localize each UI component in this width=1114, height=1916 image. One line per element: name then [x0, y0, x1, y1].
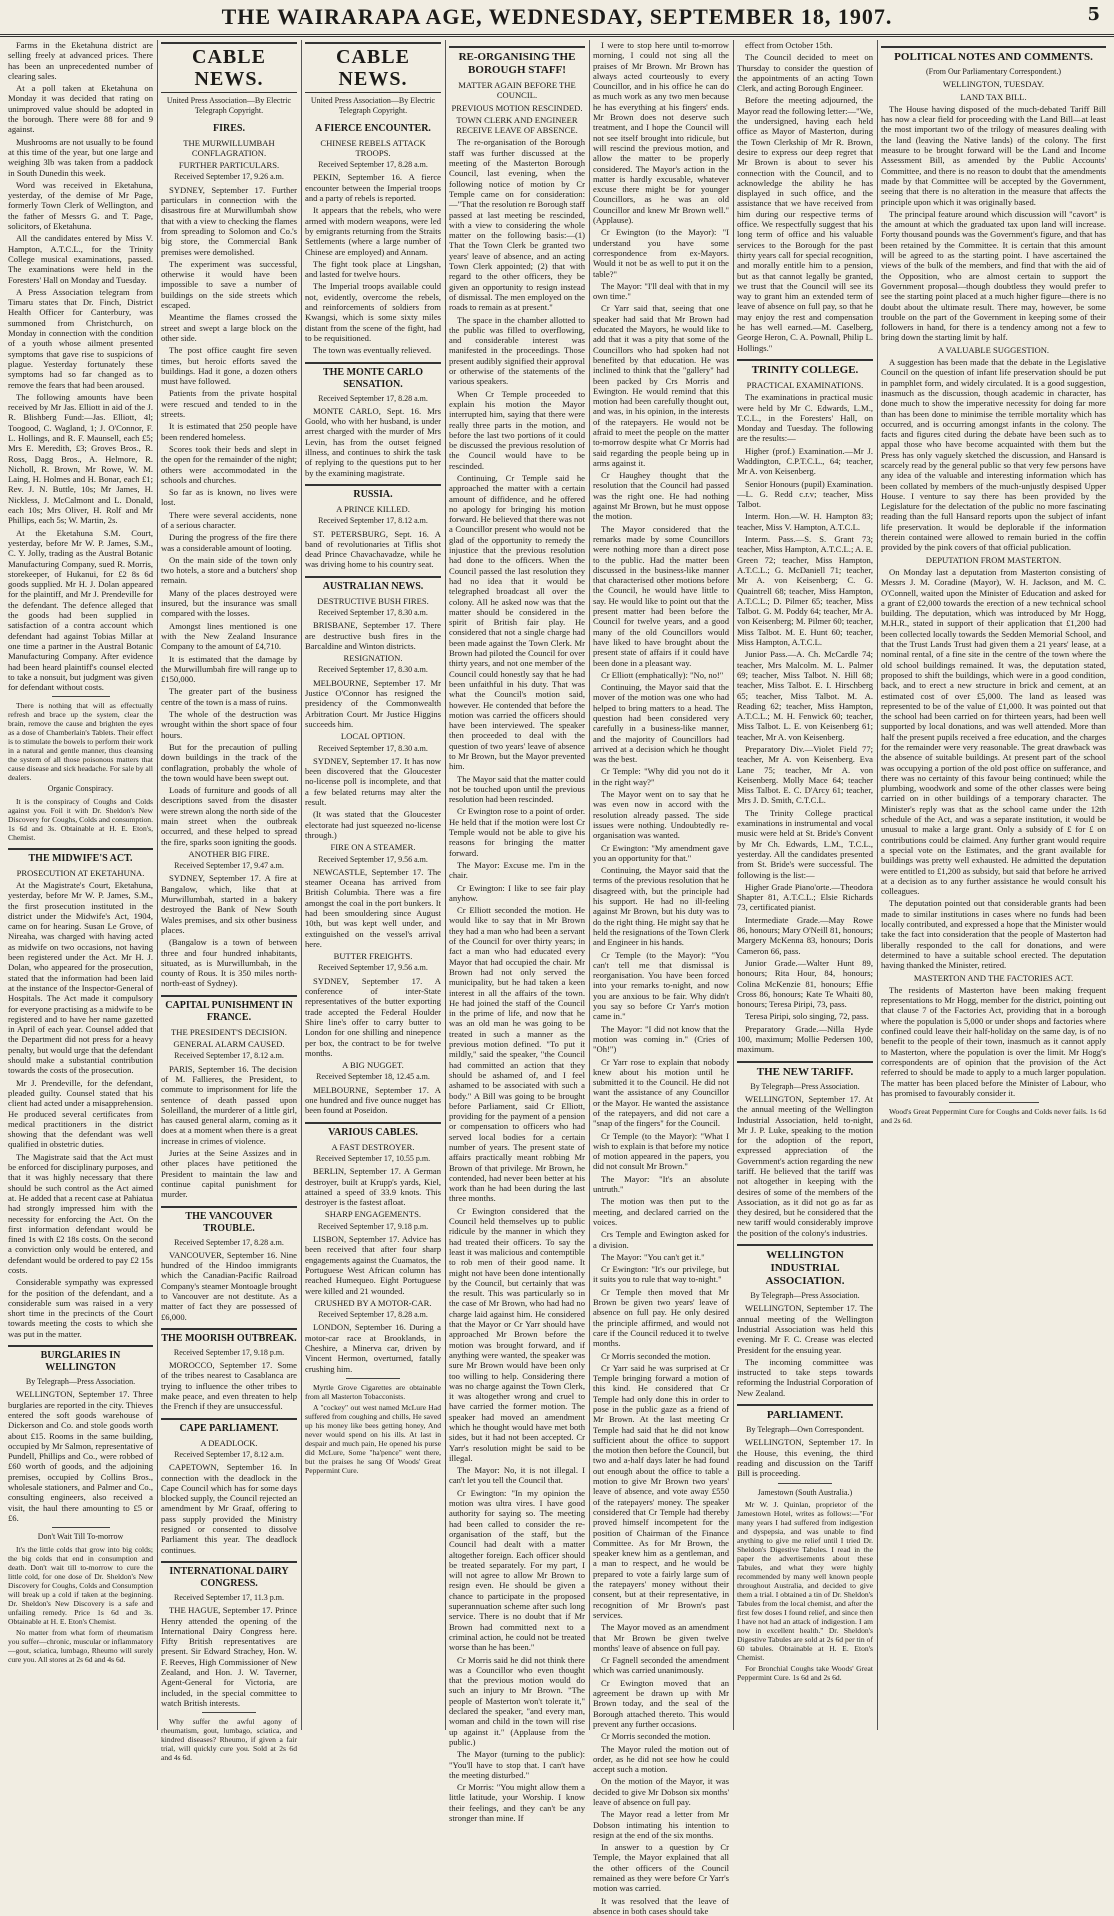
- paragraph: On Monday last a deputation from Masterton consisting of Messrs J. M. Coradine (Mayor), W. H. Jackson, and M. C. O'Connell, waited upon the Minister of Education and asked for a grant of £2,000 towards the erection of a new technical school building. The deputation, which was introduced by Mr Hogg, M.H.R., stated in support of their application that £1,200 had been collected locally towards the Sedden Memorial School, and that the Trust Lands Trust had given them a 21 years' lease, at a nominal rental, of a fine site in the centre of the town where the old school buildings remained. It was, the deputation stated, proposed to shift the buildings, which were in a good condition, back, and to erect a new structure in brick and cement, at an estimated cost of over £5,000. The land as leased was represented to be of the value of £1,000. It was pointed out that the school had been carried on for thirteen years, had been well supported by local donations, and was well attended. More than half the present pupils received a free education, and the charges for the remainder were very reasonable. The great drawback was the absence of suitable buildings. At present part of the school was occupying a portion of the old post office on sufferance, and there was no certainty of this favour being continued; while the plumbing, woodwork and some of the other classes were being carried on in other buildings of a temporary character. The Minister's reply was that as the school came under the 12th schedule of the Act, and was a separate institution, it would be unusual to make a large grant. Only a subsidy of £ for £ on contributions could be claimed. Any further grant would require a special vote on the Estimates, and the grant available for buildings was pretty well exhausted. He admitted the deputation were entitled to £1,200 as subsidy, but said that before he arrived at a decision as to any further assistance he would consult his colleagues.: [881, 566, 1106, 897]
- paragraph: Cr Ewington rose to a point of order. He held that if the motion were lost Cr Temple would not be able to give his reasons for bringing the matter forward.: [449, 806, 585, 858]
- dateline: United Press Association—By Electric Telegraph Copyright.: [166, 96, 292, 116]
- separator-rule: [778, 1483, 832, 1484]
- paragraph: Crs Temple and Ewington asked for a division.: [593, 1229, 729, 1250]
- dateline: Received September 17, 11.3 p.m.: [174, 1592, 284, 1602]
- deck-line: DEPUTATION FROM MASTERTON.: [925, 554, 1062, 565]
- paragraph: MONTE CARLO, Sept. 16. Mrs Goold, who with her husband, is under arrest charged with the murder of Mrs Levin, has from the outset feigned illness, and continues to shirk the task of replying to the questions put to her by the examining magistrate.: [305, 405, 441, 478]
- headline: THE NEW TARIFF.: [737, 1061, 873, 1079]
- paragraph: NEWCASTLE, September 17. The steamer Oceana has arrived from British Columbia. There was a fire amongst the coal in the port bunkers. It had been smouldering since August 10th, but was kept well under, and extinguished on the vessel's arrival here.: [305, 866, 441, 949]
- paragraph: It's the little colds that grow into big colds; the big colds that end in consumption and death. Don't wait till to-morrow to cure the little cold, for one dose of Dr. Sheldon's New Discovery for Coughs, Colds and Consumption will break up a cold if taken at the beginning. Dr. Sheldon's New Discovery is a safe and unfailing remedy. Price 1s 6d and 3s. Obtainable at H. E. Eton's Chemist.: [8, 1544, 153, 1626]
- paragraph: WELLINGTON, September 17. The annual meeting of the Wellington Industrial Association was held this evening. Mr F. C. Crease was elected President for the ensuing year.: [737, 1303, 873, 1355]
- headline: FIRES.: [213, 122, 245, 134]
- paragraph: Cr Morris seconded the motion.: [601, 1350, 711, 1361]
- dateline: Received September 17, 8.28 a.m.: [174, 1237, 284, 1247]
- deck-line: MASTERTON AND THE FACTORIES ACT.: [913, 972, 1074, 983]
- paragraph: The Imperial troops available could not, evidently, overcome the rebels, and reinforcements of soldiers from Kwangsi, which is some sixty miles distant from the scene of the fight, had to be requisitioned.: [305, 281, 441, 343]
- paragraph: Continuing, the Mayor said that the mover of the motion was one who had helped to bring matters to a head. The question had been considered very carefully in a business-like manner, and the majority of Councillors had arrived at a decision which he thought was the best.: [593, 682, 729, 765]
- dateline: By Telegraph—Press Association.: [750, 1081, 860, 1091]
- deck-line: LAND TAX BILL.: [960, 91, 1027, 102]
- column-rule: [157, 40, 158, 1730]
- paragraph: CAPETOWN, September 16. In connection with the deadlock in the Cape Council which has for some days blocked supply, the Council rejected an amendment by Mr Graaf, offering to pass supply provided the Ministry resigned or consented to dissolve Parliament this year. The deadlock continues.: [161, 1462, 297, 1555]
- headline: INTERNATIONAL DAIRY CONGRESS.: [161, 1561, 297, 1590]
- paragraph: All the candidates entered by Miss V. Hampton, A.T.C.L., for the Trinity College musical examinations, passed. The examinations were held in the Foresters' Hall on Monday and Tuesday.: [8, 233, 153, 285]
- paragraph: At the Eketahuna S.M. Court, yesterday, before Mr W. P. James, S.M., C. Y. Jolly, trading as the Austral Botanic Manufacturing Company, sued R. Morris, storekeeper, of Hukanui, for £2 8s 6d goods supplied. Mr H. J. Dolan appeared for the plaintiff, and Mr J. Prendeville for the defendant. The defence alleged that the goods had been supplied in satisfaction of a contra account which defendant had against Tobias Millar at one time a partner in the Austral Botanic Manufacturing Company. After evidence had been heard plaintiff's counsel elected to take a nonsuit, but judgment was given for defendant without costs.: [8, 527, 153, 693]
- deck-line: THE PRESIDENT'S DECISION.: [171, 1026, 287, 1037]
- paragraph: The principal feature around which discussion will "cavort" is the amount at which the graduated tax upon land will increase. Forty thousand pounds was the Government's figure, and that has been retained by the Committee. It is certain that this amount will be agreed to as the starting point. I have ascertained the views of the bulk of the members, and find that with the aid of the Opposition, who are almost certain to support the Government proposal—though doubtless they would prefer to see the starting point placed at a much higher figure—there is no doubt about the ultimate result. There may, however, be some trouble on the part of the Government in keeping some of their followers in hand, for there is a tendency among not a few to bring down the starting limit by half.: [881, 208, 1106, 343]
- headline: CAPITAL PUNISHMENT IN FRANCE.: [161, 995, 297, 1024]
- deck-line: CRUSHED BY A MOTOR-CAR.: [314, 1297, 432, 1308]
- paragraph: MELBOURNE, September 17. Mr Justice O'Connor has resigned the presidency of the Commonwealth Arbitration Court. Mr Justice Higgins succeeds him.: [305, 677, 441, 729]
- paragraph: At the Magistrate's Court, Eketahuna, yesterday, before Mr W. P. James, S.M., the first prosecution instituted in the district under the Midwife's Act, 1904, came on for hearing. Susan Le Grove, of Nireaha, was charged with having acted as midwife on two occasions, not having been registered under the Act. Mr H. J. Dolan, who appeared for the prosecution, stated that the information had been laid at the instance of the Inspector-General of Hospitals. The Act made it compulsory for everyone practising as a midwife to be registered and to have her name gazetted in April of each year. Counsel added that the Department did not press for a heavy penalty, but would urge that the defendant should make a substantial contribution towards the costs of the prosecution.: [8, 880, 153, 1076]
- paragraph: Interm. Pass.—S. S. Grant 73; teacher, Miss Hampton, A.T.C.L.; A. E. Green 72; teacher, Miss Hampton, A.T.C.L.; G. McDaniell 71; teacher, Mr A. von Keisenberg; C. G. Quaintrell 68; teacher, Miss Hampton, A.T.C.L.; D. Pilmer 65; teacher, Miss Talbot. G. M. Poddy 64; teacher, Mr A. von Keisenberg; M. Pilmer 60; teacher, Miss Talbot. M. E. Hunt 60; teacher, Miss Hampton, A.T.C.L.: [737, 534, 873, 648]
- paragraph: Preparatory Grade.—Nilla Hyde 100, maximum; Mollie Pedersen 100, maximum.: [737, 1023, 873, 1055]
- paragraph: During the progress of the fire there was a considerable amount of looting.: [161, 532, 297, 553]
- dateline: By Telegraph—Press Association.: [25, 1377, 136, 1387]
- paragraph: Mr W. J. Quinlan, proprietor of the Jamestown Hotel, writes as follows:—"For many years I had suffered from indigestion and dyspepsia, and was unable to find anything to give me relief until I tried Dr. Sheldon's Digestive Tabules. I read in the paper the advertisements about these Tabules, and what they were highly recommended by many well known people throughout Australia, and decided to give them a trial. I obtained a tin of Dr. Sheldon's Tabules from the local chemist, and after the first few doses I found relief, and since then I have not had an attack of indigestion. I am now in excellent health." Dr. Sheldon's Digestive Tabules are sold at 2s 6d per tin of 60 tabules. Obtainable at H. E. Eton's Chemist.: [737, 1499, 873, 1662]
- paragraph: Cr Temple: "Why did you not do it in the right way?": [593, 766, 729, 787]
- paragraph: On the motion of the Mayor, it was decided to give Mr Dobson six months' leave of absence on full pay.: [593, 1776, 729, 1807]
- dateline: Received September 17, 8.12 a.m.: [318, 516, 428, 526]
- deck-line: BUTTER FREIGHTS.: [333, 951, 413, 962]
- paragraph: The Magistrate said that the Act must be enforced for disciplinary purposes, and that it was highly necessary that there should be such control as the Act aimed at. He added that a recent case at Pahiatua had strongly impressed him with the necessity for enforcing the Act. On the first information defendant would be fined 1s with £2 18s costs. On the second a conviction only would be entered, and defendant would be ordered to pay £2 15s costs.: [8, 1151, 153, 1275]
- paragraph: At a poll taken at Eketahuna on Monday it was decided that rating on unimproved value should be adopted in the borough. There were 88 for and 9 against.: [8, 83, 153, 135]
- headline: CABLE NEWS.: [161, 42, 297, 93]
- paragraph: The following amounts have been received by Mr Jas. Elliott in aid of the J. R. Blishberg Fund:—Jas. Elliott, 4l; Toogood, C. Wagland, 1; J. O'Connor, F. L. Hollings, and R. F. Maunsell, each £5; Mrs E. Meredith, £3; Groves Bros., R. Ross, Dagg Bros., A. Helmore, R. Nicholl, R. Brown, Mr Rowe, W. M. Laing, H. Holmes and H. Bonar, each £1; Rev. J. N. Buttle, 10s; Mr James, H. Nickless, J. McCalmont and L. Donald, each 10s; Mrs Oliver, H. Rolf and Mr Phillips, each 5s; W. Martin, 2s.: [8, 391, 153, 526]
- paragraph: The Council decided to meet on Thursday to consider the question of the appointments of an acting Town Clerk, and acting Borough Engineer.: [737, 52, 873, 94]
- paragraph: Cr Morris said he did not think there was a Councillor who even thought that the previous motion would do such an injury to Mr Brown. "The people of Masterton won't tolerate it," declared the speaker, "and every man, woman and child in the town will rise up against it." (Applause from the public.): [449, 1654, 585, 1747]
- paragraph: Mushrooms are not usually to be found at this time of the year, but one large and weighing 3lb was taken from a paddock in South Dunedin this week.: [8, 136, 153, 178]
- dateline: Received September 17, 8.30 a.m.: [318, 607, 428, 617]
- column-2-cable-news: [161, 40, 297, 1763]
- paragraph: Cr Haughey thought that the resolution that the Council had passed was the right one. He had nothing against Mr Brown, but he must oppose the motion.: [593, 470, 729, 522]
- paragraph: LISBON, September 17. Advice has been received that after four sharp engagements against the Cuamatos, the Portuguese West African column has reached Humequeo. Eight Portuguese were killed and 21 wounded.: [305, 1234, 441, 1296]
- deck-line: PROSECUTION AT EKETAHUNA.: [16, 867, 145, 878]
- paragraph: (Bangalow is a town of between three and four hundred inhabitants, situated, as is Murwillumbah, in the county of Rous. It is 350 miles north-north-east of Sydney).: [161, 937, 297, 989]
- deck-line: A VALUABLE SUGGESTION.: [937, 344, 1050, 355]
- deck-line: A FAST DESTROYER.: [331, 1141, 415, 1152]
- paragraph: SYDNEY, September 17. It has now been discovered that the Gloucester no-license poll is incomplete, and that a few belated returns may alter the result.: [305, 755, 441, 808]
- headline: A FIERCE ENCOUNTER.: [315, 122, 431, 134]
- column-rule: [589, 40, 590, 1730]
- paragraph: ST. PETERSBURG, Sept. 16. A band of revolutionaries at Tiflis shot dead Prince Chavachavadze, while he was driving home to his country seat.: [305, 528, 441, 570]
- paragraph: The Trinity College practical examinations in instrumental and vocal music were held at St. Bride's Convent by Mr Ch. Edwards, L.M., T.C.L., yesterday. All the candidates presented from St. Bride's were successful. The following is the list:—: [737, 807, 873, 880]
- paragraph: The House having disposed of the much-debated Tariff Bill has now a clear field for proceeding with the Land Bill—at least the most important two of the trilogy of measures dealing with the land (leaving the Native lands) of the colony. The first measure to be brought forward will be the Land and Income Assessment Bill, as amended by the Public Accounts' Committee, and there is no reason to doubt that the amendments made by that Committee will be accepted by the Government, seeing that there is no alteration in the measure that affects the principle upon which it was originally based.: [881, 103, 1106, 207]
- paragraph: Cr Ewington considered that the Council held themselves up to public ridicule by the manner in which they had treated their officers. To say the least it was malicious and contemptible to rob men of their good name. It might not have been done intentionally by the Council, but certainly that was the result. This was particularly so in the case of Mr Brown, who had had no charge laid against him. He considered that the Mayor or Cr Yarr should have approached Mr Brown before the motion was brought forward, and if anything were wanted, the speaker was sure Mr Brown would have been only too willing to help. Considering there was no charge against the Town Clerk, it was altogether wrong and cruel to have carried the former motion. The speaker had moved an amendment which he thought would have met both sides, but it had not been accepted. Cr Yarr's resolution might be said to be illegal.: [449, 1205, 585, 1463]
- dateline: Received September 18, 12.45 a.m.: [316, 1072, 430, 1082]
- deck-line: GENERAL ALARM CAUSED.: [173, 1039, 285, 1050]
- column-rule: [733, 40, 734, 1730]
- paragraph: The Mayor ruled the motion out of order, as he did not see how he could accept such a motion.: [593, 1743, 729, 1775]
- paragraph: The experiment was successful, otherwise it would have been impossible to save a number of buildings on the side streets which escaped.: [161, 258, 297, 311]
- paragraph: VANCOUVER, September 16. Nine hundred of the Hindoo immigrants which the Canadian-Pacific Railroad Company's steamer Montoagle brought to Vancouver are not destitute. As a matter of fact they are possessed of £6,000.: [161, 1249, 297, 1322]
- dateline: Received September 17, 10.55 p.m.: [315, 1153, 431, 1163]
- headline: CAPE PARLIAMENT.: [161, 1418, 297, 1435]
- paragraph: PEKIN, September 16. A fierce encounter between the Imperial troops and a party of rebels is reported.: [305, 172, 441, 204]
- paragraph: Cr Yarr said that, seeing that one speaker had said that Mr Brown had educated the Mayors, he would like to add that it was a pity that some of the Councillors who had spoken had not benefited by that education. He was inclined to think that the "gallery" had been packed by Crs Morris and Ewington. He would remind that this motion had been carefully thought out, and was, in his opinion, in the interests of the ratepayers. He would not be afraid to meet the people on the matter to-morrow despite what Cr Morris had said regarding the people being up in arms against it.: [593, 303, 729, 468]
- paragraph: Teresa Piripi, solo singing, 72, pass.: [745, 1011, 869, 1022]
- paragraph: The space in the chamber allotted to the public was filled to overflowing, and considerable interest was manifested in the proceedings. Those present audibly signified their approval or otherwise of the statements of the various speakers.: [449, 314, 585, 387]
- column-6-trinity-college: [737, 40, 873, 1730]
- paragraph: Cr Yarr rose to explain that nobody knew about his motion until he submitted it to the Council. He did not want the assistance of any Councillor or the Mayor. He wanted the assistance of the ratepayers, and did not care a "snap of the fingers" for the Council.: [593, 1056, 729, 1129]
- masthead-title: THE WAIRARAPA AGE, WEDNESDAY, SEPTEMBER 18, 1907.: [221, 4, 893, 29]
- deck-line: A BIG NUGGET.: [342, 1060, 404, 1071]
- paragraph: Cr Ewington: "In my opinion the motion was ultra vires. I have good authority for saying so. The meeting had been called to consider the re-organisation of the staff, but the Council had dealt with a matter altogether foreign. Each officer should be treated separately. For my part, I will not agree to allow Mr Brown to resign even. He should be given a chance to participate in the proposed superannuation scheme after such long service. There is no doubt that if Mr Brown had committed next to a criminal action, he could not be treated worse than he has been.": [449, 1487, 585, 1653]
- paragraph: Patients from the private hospital were rescued and tended to in the streets.: [161, 388, 297, 420]
- paragraph: The examinations in practical music were held by Mr C. Edwards, L.M., T.C.L., in the Foresters' Hall, on Monday and Tuesday. The following are the results:—: [737, 392, 873, 444]
- separator-rule: [52, 696, 110, 697]
- paragraph: PARIS, September 16. The decision of M. Fallieres, the President, to commute to imprisonment for life the sentence of death passed upon Soleilland, the murderer of a little girl, has caused general alarm, coming as it does at a moment when there is a great increase in crimes of violence.: [161, 1063, 297, 1146]
- paragraph: On the main side of the town only two hotels, a store and a butchers' shop remain.: [161, 554, 297, 586]
- paragraph: The Mayor: "I'll deal with that in my own time.": [593, 280, 729, 302]
- paragraph: The Mayor: "It's an absolute untruth.": [593, 1173, 729, 1195]
- deck-line: A DEADLOCK.: [200, 1437, 258, 1448]
- separator-rule: [346, 1378, 400, 1379]
- paragraph: The greater part of the business centre of the town is a mass of ruins.: [161, 686, 297, 707]
- paragraph: Intermediate Grade.—May Rowe 86, honours; Mary O'Neill 81, honours; Margery McKenna 83, honours; Doris Cameron 66, pass.: [737, 914, 873, 956]
- dateline: Received September 17, 8.30 a.m.: [318, 665, 428, 675]
- paragraph: Cr Morris: "You might allow them a little latitude, your Worship. I know their feelings, and they can't be any stronger than mine. If: [449, 1782, 585, 1823]
- paragraph: Cr Temple then moved that Mr Brown be given two years' leave of absence on full pay. He only desired the principle affirmed, and would not care if the Council reduced it to twelve months.: [593, 1286, 729, 1349]
- dateline: Don't Wait Till To-morrow: [37, 1532, 124, 1542]
- dateline: Jamestown (South Australia.): [757, 1487, 853, 1497]
- paragraph: WELLINGTON, September 17. Three burglaries are reported in the city. Thieves entered the soft goods warehouse of Dickerson and Co. and stole goods worth about £15. Rooms in the same building, occupied by Mr Salmon, representative of Pundell, Phillips and Co., were robbed of £60 worth of goods, and the adjoining premises, occupied by Collins Bros., wholesale stationers, and Palmer and Co., consulting engineers, also received a visit, the haul there amounting to £5 or £6.: [8, 1389, 153, 1523]
- dateline: Received September 17, 8.28 a.m.: [318, 1310, 428, 1320]
- paragraph: A "cockey" out west named McLure Had suffered from coughing and chills, He saved up his money like bees getting honey, And never would spend on his ills. At last in despair and much pain, He opened his purse did McLure, Some "ha'pence" went there, but the praises he sang Of Woods' Great Peppermint Cure.: [305, 1402, 441, 1475]
- paragraph: The Mayor said that the matter could not be touched upon until the previous resolution had been rescinded.: [449, 773, 585, 805]
- paragraph: Farms in the Eketahuna district are selling freely at advanced prices. There has been an unprecedented number of clearing sales.: [8, 40, 153, 81]
- paragraph: The Mayor: "I did not know that the motion was coming in." (Cries of "Oh!"): [593, 1023, 729, 1055]
- paragraph: But for the precaution of pulling down buildings in the track of the conflagration, probably the whole of the town would have been swept out.: [161, 741, 297, 783]
- dateline: Received September 17, 8.28 a.m.: [318, 393, 428, 403]
- paragraph: THE HAGUE, September 17. Prince Henry attended the opening of the International Dairy Congress here. Fifty British representatives are present. Sir Edward Strachey, Hon. W. F. Reeves, High Commissioner of New Zealand, and Hon. J. W. Taverner, Agent-General for Victoria, are included, in the special committee to watch British interests.: [161, 1605, 297, 1708]
- paragraph: Meantime the flames crossed the street and swept a large block on the other side.: [161, 312, 297, 343]
- column-3-cable-news: [305, 40, 441, 1730]
- paragraph: In answer to a question by Cr Temple, the Mayor explained that all the other officers of the Council remained as they were before Cr Yarr's motion was carried.: [593, 1842, 729, 1894]
- dateline: By Telegraph—Press Association.: [750, 1291, 860, 1301]
- paragraph: Cr Morris seconded the motion.: [601, 1731, 711, 1742]
- paragraph: BRISBANE, September 17. There are destructive bush fires in the Barcaldine and Winton districts.: [305, 620, 441, 651]
- paragraph: Cr Fagnell seconded the amendment which was carried unanimously.: [593, 1655, 729, 1676]
- paragraph: The Mayor read a letter from Mr Dobson intimating his intention to resign at the end of the six months.: [593, 1809, 729, 1840]
- dateline: Received September 17, 9.18 p.m.: [173, 1347, 285, 1357]
- paragraph: The Mayor considered that the remarks made by some Councillors were nothing more than a direct pose to the public. Had the matter been discussed in the business-like manner that characterised other motions before the Council, he would have little to say. He would like to point out that the present matter had been before the Council for twelve years, and a good many of the old Councillors would have liked to have brought about the present state of affairs if it could have been done in a pleasant way.: [593, 523, 729, 668]
- dateline: United Press Association—By Electric Telegraph Copyright.: [310, 96, 436, 116]
- paragraph: SYDNEY, September 17. A fire at Bangalow, which, like that at Murwillumbah, started in a bakery destroyed the Bank of New South Wales premises, and six other business places.: [161, 873, 297, 935]
- paragraph: Cr Elliott (emphatically): "No, no!": [601, 669, 724, 680]
- deck-line: LOCAL OPTION.: [340, 731, 406, 742]
- dateline: Received September 17, 9.56 a.m.: [318, 963, 428, 973]
- paragraph: Many of the places destroyed were insured, but the insurance was small compared with the losses.: [161, 587, 297, 619]
- paragraph: Interm. Hon.—W. H. Hampton 83; teacher, Miss V. Hampton, A.T.C.L.: [737, 511, 873, 532]
- dateline: By Telegraph—Own Correspondent.: [746, 1425, 864, 1435]
- deck-line: ANOTHER BIG FIRE.: [188, 848, 270, 859]
- headline: RUSSIA.: [305, 484, 441, 501]
- paragraph: MELBOURNE, September 17. A one hundred and five ounce nugget has been found at Poseidon.: [305, 1084, 441, 1116]
- headline: THE MIDWIFE'S ACT.: [8, 848, 153, 865]
- column-rule: [877, 40, 878, 1730]
- paragraph: The town was eventually relieved.: [313, 345, 432, 356]
- headline: BURGLARIES IN WELLINGTON: [8, 1345, 153, 1374]
- paragraph: The post office caught fire seven times, but heroic efforts saved the buildings. Had it gone, a dozen others must have followed.: [161, 345, 297, 387]
- headline: WELLINGTON INDUSTRIAL ASSOCIATION.: [737, 1244, 873, 1288]
- paragraph: Wood's Great Peppermint Cure for Coughs and Colds never fails. 1s 6d and 2s 6d.: [881, 1107, 1106, 1126]
- paragraph: A Press Association telegram from Timaru states that Dr. Finch, District Health Officer for Canterbury, was summoned from Christchurch, on Monday in connection with the condition of a youth whose ailment presented symptoms that gave rise to suspicions of plague. Yesterday fortunately these symptoms had so far changed as to remove the fears that had been aroused.: [8, 286, 153, 390]
- paragraph: SYDNEY, September 17. A conference of inter-State representatives of the butter exporting trade accepted the Federal Houlder Shire line's offer to carry butter to London for one shilling and ninepence per box, the contract to be for twelve months.: [305, 975, 441, 1058]
- dateline: Received September 17, 9.18 p.m.: [317, 1221, 429, 1231]
- column-4-borough-staff: [449, 40, 585, 1823]
- paragraph: Word was received in Eketahuna, yesterday, of the demise of Mr Page, formerly Town Clerk of Wellington, and the father of Messrs G. and T. Page, solicitors, of Eketahuna.: [8, 179, 153, 232]
- paragraph: MOROCCO, September 17. Some of the tribes nearest to Casablanca are trying to influence the other tribes to make peace, and even threaten to help the French if they are unsuccessful.: [161, 1360, 297, 1412]
- paragraph: I were to stop here until to-morrow morning, I could not sing all the praises of Mr Brown. Mr Brown has always acted courteously to every Councillor, and in his office he can do as much work as any two men because he has everything at his fingers' ends. Mr Brown does not deserve such treatment, and I hope the Council will not see itself brought into ridicule, but will rescind the previous motion, and allow the matter to be properly considered. The Mayor's action in the matter is hardly excusable, whatever excuse there might be for younger Councillors, as he was an old Councillor and knew Mr Brown well." (Applause).: [593, 40, 729, 226]
- deck-line: TOWN CLERK AND ENGINEER RECEIVE LEAVE OF ABSENCE.: [456, 114, 578, 136]
- headline: TRINITY COLLEGE.: [737, 359, 873, 377]
- paragraph: The fight took place at Lingshan, and lasted for twelve hours.: [305, 258, 441, 280]
- paragraph: Cr Ewington (to the Mayor): "I understand you have some correspondence from ex-Mayors. Would it not be as well to put it on the table?": [593, 227, 729, 279]
- column-1-local-news: [8, 40, 153, 1730]
- headline: RE-ORGANISING THE BOROUGH STAFF!: [449, 46, 585, 77]
- paragraph: Myrtle Grove Cigarettes are obtainable from all Masterton Tobacconists.: [305, 1382, 441, 1401]
- paragraph: Considerable sympathy was expressed for the position of the defendant, and a considerable sum was raised in a very short time in the precincts of the Court towards meeting the costs to which she was put in the matter.: [8, 1277, 153, 1339]
- paragraph: SYDNEY, September 17. Further particulars in connection with the disastrous fire at Murwillumbah show that with a view to checking the flames from spreading to Solomon and Co.'s big store, the Commercial Bank premises were demolished.: [161, 184, 297, 257]
- paragraph: (It was stated that the Gloucester electorate had just squeezed no-license through.): [305, 809, 441, 840]
- headline: THE VANCOUVER TROUBLE.: [161, 1206, 297, 1235]
- column-rule: [445, 40, 446, 1730]
- paragraph: When Cr Temple proceeded to explain his motion the Mayor interrupted him, saying that there were really three parts in the motion, and before the last two portions of it could be discussed the previous resolution of the Council would have to be rescinded.: [449, 388, 585, 471]
- paragraph: The motion was then put to the meeting, and declared carried on the voices.: [593, 1196, 729, 1227]
- dateline: Organic Conspiracy.: [47, 784, 114, 794]
- paragraph: It was resolved that the leave of absence in both cases should take: [593, 1895, 729, 1916]
- paragraph: It appears that the rebels, who were armed with modern weapons, were led by emigrants returning from the Straits Settlements (where a large number of Chinese are employed) and Annam.: [305, 205, 441, 257]
- headline: POLITICAL NOTES AND COMMENTS.: [881, 46, 1106, 64]
- dateline: Received September 17, 8.28 a.m.: [318, 160, 428, 170]
- deck-line: A PRINCE KILLED.: [336, 503, 410, 514]
- paragraph: It is estimated that 250 people have been rendered homeless.: [161, 421, 297, 442]
- paragraph: The Mayor: No, it is not illegal. I can't let you tell the Council that.: [449, 1465, 585, 1486]
- headline: THE MONTE CARLO SENSATION.: [305, 362, 441, 391]
- paragraph: So far as is known, no lives were lost.: [161, 487, 297, 508]
- deck-line: SHARP ENGAGEMENTS.: [324, 1209, 422, 1220]
- paragraph: Senior Honours (pupil) Examination.—L. G. Redd c.r.v; teacher, Miss Talbot.: [737, 478, 873, 510]
- deck-line: CHINESE REBELS ATTACK TROOPS.: [320, 137, 426, 158]
- paragraph: The whole of the destruction was wrought within the short space of four hours.: [161, 709, 297, 740]
- deck-line: PRACTICAL EXAMINATIONS.: [746, 379, 864, 390]
- paragraph: The Mayor moved as an amendment that Mr Brown be given twelve months' leave of absence on full pay.: [593, 1622, 729, 1653]
- column-7-political-notes: [881, 40, 1106, 1730]
- paragraph: The re-organisation of the Borough staff was further discussed at the meeting of the Masterton Borough Council, last evening, when the following notice of motion by Cr Temple came on for consideration:—"That the resolution re Borough staff passed at last meeting be rescinded, with a view to considering the whole matter on the following basis:—(1) That the Town Clerk be granted two years' leave of absence, and an acting Town Clerk appointed; (2) that with regard to the other officers, they be given an opportunity to resign instead of dismissal. The men employed on the roads to remain as at present.": [449, 137, 585, 313]
- paragraph: Cr Ewington: "My amendment gave you an opportunity for that.": [593, 842, 729, 863]
- dateline: (From Our Parliamentary Correspondent.): [925, 67, 1062, 76]
- headline: CABLE NEWS.: [305, 42, 441, 93]
- paragraph: No matter from what form of rheumatism you suffer—chronic, muscular or inflammatory—gout, sciatica, lumbago, Rheumo will surely cure you. All stores at 2s 6d and 4s 6d.: [8, 1627, 153, 1664]
- paragraph: Before the meeting adjourned, the Mayor read the following letter:—"We, the undersigned, having each held office as Mayor of Masterton, during the Town Clerkship of Mr R. Brown, desire to express our deep regret that Mr Brown is about to sever his connection with the Council, and to acknowledge the ability he has displayed in such office, and the assistance that we have received from him during our respective terms of office. We respectfully suggest that his long term of office and his valuable services to the Borough for the past thirty years call for special recognition, and morally entitle him to a pension, but as that cannot legally be granted, we trust that the Council will see its way to grant him an extended term of leave of absence on full pay, so that he may enjoy the rest and compensation he has well earned.—M. Caselberg, George Heron, C. A. Pownall, Philip L. Hollings.": [737, 95, 873, 353]
- paragraph: LONDON, September 16. During a motor-car race at Brooklands, in Cheshire, a Minerva car, driven by Vincent Hermon, overturned, fatally crushing him.: [305, 1322, 441, 1374]
- headline: AUSTRALIAN NEWS.: [305, 576, 441, 593]
- dateline: Received September 17, 8.30 a.m.: [318, 743, 428, 753]
- paragraph: Cr Yarr said he was surprised at Cr Temple bringing forward a motion of this kind. He considered that Cr Temple had only done this in order to pose in the public gaze as a friend of Mr Brown. At the last meeting Cr Temple had said that he did not know sufficient about the office to support the motion then before the Council, but two and a-half days later he had found out enough about the office to table a motion to give Mr Brown two years' leave of absence, and vote away £550 of the ratepayers' money. The speaker considered that Cr Temple had thereby proved himself incompetent for the position of Chairman of the Finance Committee. As for Mr Brown, the speaker knew him as a gentleman, and a man to respect, and he would be prepared to vote a fairly large sum of the ratepayers' money without their consent, but at their representative, in recognition of Mr Brown's past services.: [593, 1362, 729, 1620]
- dateline: Received September 17, 9.56 a.m.: [318, 854, 428, 864]
- masthead: [0, 0, 1114, 37]
- deck-line: WELLINGTON, TUESDAY.: [942, 79, 1045, 90]
- paragraph: effect from October 15th.: [745, 40, 833, 50]
- deck-line: THE MURWILLUMBAH CONFLAGRATION.: [183, 137, 275, 158]
- paragraph: It is the conspiracy of Coughs and Colds against you. Foil it with Dr. Sheldon's New Discovery for Coughs, Colds and consumption. 1s 6d and 3s. Obtainable at H. E. Eton's, Chemist.: [8, 796, 153, 842]
- paragraph: For Bronchial Coughs take Woods' Great Peppermint Cure. 1s 6d and 2s 6d.: [737, 1663, 873, 1682]
- paragraph: The Mayor: "You can't get it.": [601, 1251, 705, 1262]
- paragraph: There were several accidents, none of a serious character.: [161, 509, 297, 530]
- column-5-borough-staff-continued: [593, 40, 729, 1916]
- paragraph: The Mayor (turning to the public): "You'll have to stop that. I can't have the meeting disturbed.": [449, 1749, 585, 1780]
- paragraph: There is nothing that will as effectually refresh and brace up the system, clear the brain, remove the cause and brighten the eyes as a dose of Chamberlain's Tablets. Their effect is to stimulate the bowels to perform their work in a natural and gentle manner, thus cleansing the system of all those poisonous matters that cause disease and sick headache. For sale by all dealers.: [8, 701, 153, 783]
- paragraph: Cr Temple (to the Mayor): "You can't tell me that dismissal is reorganisation. You have been forced into your remarks to-night, and now you are anxious to be fair. Why didn't you say so before Cr Yarr's motion came in.": [593, 949, 729, 1022]
- paragraph: Cr Temple (to the Mayor): "What I wish to explain is that before my notice of motion appeared in the papers, you did not consult Mr Brown.": [593, 1130, 729, 1172]
- paragraph: The deputation pointed out that considerable grants had been made to similar institutions in cases where no funds had been locally contributed, and expressed a hope that the Minister would take the fact into consideration that the people of Masterton had liberally responded to the call for donations, and were determined to have a suitable school erected. The deputation having thanked the Minister, retired.: [881, 898, 1106, 971]
- separator-rule: [202, 1712, 256, 1713]
- paragraph: Continuing, the Mayor said that the terms of the previous resolution that he disagreed with, but the principle had his support. He had no ill-feeling against Mr Brown, but his duty was to do the right thing. He might say that he held the resignations of the Town Clerk and Engineer in his hands.: [593, 865, 729, 948]
- dateline: Received September 17, 9.26 a.m.: [174, 172, 284, 182]
- dateline: Received September 17, 8.12 a.m.: [174, 1051, 284, 1061]
- separator-rule: [949, 1102, 1039, 1103]
- dateline: Received September 17, 9.47 a.m.: [174, 861, 284, 871]
- paragraph: Mr J. Prendeville, for the defendant, pleaded guilty. Counsel stated that his client had acted under a misapprehension. He produced several certificates from medical practitioners in the district showing that the defendant was well qualified in obstetric duties.: [8, 1077, 153, 1150]
- paragraph: It is estimated that the damage by the Murwillumbah fire will range up to £150,000.: [161, 653, 297, 685]
- paragraph: A suggestion has been made that the debate in the Legislative Council on the question of infant life preservation should be put in pamphlet form, and widely circulated. It is a good suggestion, inasmuch as the discussion, though academic in character, has done much to show the imperative necessity for doing far more than has been done to minimise the terrible mortality which has occurred, and is occurring amongst infants in the colony. The facts and figures cited during the debate have been such as to appal those who have become acquainted with them but the Press has only vaguely sketched the discussion, and Hansard is scarcely read by the general public so that very few persons have any idea of the valuable and interesting information which has been collated by members of the much-unjustly despised Upper House. I venture to say there has been provided by the Legislature for the delectation of the public no more fascinating reading than the full Hansard reports upon the subject of infant life preservation. It would be deplorable if the information therein contained were allowed to remain buried in the coffin provided by the pink covers of that official publication.: [881, 357, 1106, 553]
- paragraph: Why suffer the awful agony of rheumatism, gout, lumbago, sciatica, and kindred diseases? Rheumo, if given a fair trial, will quickly cure you. Sold at 2s 6d and 4s 6d.: [161, 1717, 297, 1763]
- deck-line: FIRE ON A STEAMER.: [330, 842, 416, 853]
- paragraph: Cr Ewington moved that an agreement be drawn up with Mr Brown today, and the seal of the Borough attached thereto. This would prevent any further occasions.: [593, 1677, 729, 1729]
- deck-line: FURTHER PARTICULARS.: [178, 160, 280, 171]
- paragraph: WELLINGTON, September 17. In the House, this evening, the third reading and discussion on the Tariff Bill is proceeding.: [737, 1437, 873, 1479]
- headline: PARLIAMENT.: [737, 1404, 873, 1422]
- paragraph: Cr Elliott seconded the motion. He would like to say that in Mr Brown they had a man who had been a servant of the Council for over thirty years; in fact a man who had educated every Mayor that had occupied the chair. Mr Brown had not only served the municipality, but he had taken a keen interest in all the affairs of the town. He had joined the staff of the Council in the prime of life, and now that he was an old man he was going to be treated in such a manner as the previous motion defined. "To put it mildly," said the speaker, "the Council had committed an action that they should be ashamed of, and I feel ashamed to be associated with such a body." A Bill was going to be brought before Parliament, said Cr Elliott, providing for the payment of a pension or compensation to officers who had served local bodies for a certain number of years. The present state of affairs practically meant robbing Mr Brown of that privilege. Mr Brown, he contended, had never been better at his work than he had been during the last three months.: [449, 905, 585, 1204]
- paragraph: The incoming committee was instructed to take steps towards reforming the Industrial Corporation of New Zealand.: [737, 1356, 873, 1398]
- headline: VARIOUS CABLES.: [305, 1122, 441, 1139]
- paragraph: Higher (prof.) Examination.—Mr J. Waddington, C.P.T.C.L., 64; teacher, Mr A. von Keisenberg.: [737, 445, 873, 477]
- separator-rule: [52, 1527, 110, 1528]
- dateline: Received September 17, 8.12 a.m.: [174, 1449, 284, 1459]
- paragraph: Scores took their beds and slept in the open for the remainder of the night; others were accommodated in the schools and churches.: [161, 443, 297, 485]
- paragraph: Cr Ewington: "It's our privilege, but it suits you to rule that way to-night.": [593, 1264, 729, 1285]
- deck-line: PREVIOUS MOTION RESCINDED.: [451, 102, 583, 113]
- paragraph: Higher Grade Piano'orte.—Theodora Shapter 81, A.T.C.L.; Elsie Richards 73, certificated pianist.: [737, 881, 873, 913]
- paragraph: The residents of Masterton have been making frequent representations to Mr Hogg, member for the district, pointing out that clause 7 of the Factories Act, providing that in a borough where the population is 5,000 or under shops and factories where confined could leave their half-holiday on the same day, is of no benefit to the people of their town, inasmuch as it cannot apply to Masterton, where the population is over the limit. Mr Hogg's correspondents are of opinion that the provision of the Act referred to should be made to apply to a much larger population. The matter has been placed before the Minister of Labour, who has promised to favourably consider it.: [881, 984, 1106, 1098]
- deck-line: DESTRUCTIVE BUSH FIRES.: [317, 595, 429, 606]
- paragraph: Preparatory Div.—Violet Field 77; teacher, Mr A. von Keisenberg. Eva Lane 75; teacher, Mr A. von Keisenberg. Molly Mace 64; teacher Miss Talbot. E. C. D'Arcy 61; teacher, Mrs J. D. Smith, C.T.C.L.: [737, 744, 873, 806]
- paragraph: Loads of furniture and goods of all descriptions saved from the disaster were strewn along the north side of the main street when the outbreak occurred, and these helped to spread the fire, sparks soon igniting the goods.: [161, 785, 297, 847]
- deck-line: RESIGNATION.: [343, 653, 403, 664]
- paragraph: The Mayor: Excuse me. I'm in the chair.: [449, 859, 585, 881]
- paragraph: Junior Pass.—A. Ch. McCardle 74; teacher, Mrs Malcolm. M. L. Palmer 69; teacher, Miss Talbot. N. Hill 68; teacher, Miss Talbot. E. I. Hirschberg 65; teacher, Miss Talbot. M. A. Reading 62; teacher, Miss Hampton, A.T.C.L.; M. H. Fenwick 60; teacher, Miss Talbot. L. E. von Keisenberg 61; teacher, Mr A. von Keisenberg.: [737, 649, 873, 742]
- paragraph: The Mayor went on to say that he was even now in accord with the resolution already passed. The side issues were nothing. Undoubtedly re-organisation was wanted.: [593, 789, 729, 841]
- paragraph: Cr Ewington: I like to see fair play anyhow.: [449, 882, 585, 903]
- page-number: 5: [1087, 4, 1100, 25]
- headline: THE MOORISH OUTBREAK.: [161, 1328, 297, 1345]
- paragraph: Junior Grade.—Walter Hunt 89, honours; Rita Hour, 84, honours; Colina McKenzie 81, honours; Effie Cross 86, honours; Kate Te Whaiti 80, honours; Teresa Piripi, 73, pass.: [737, 957, 873, 1010]
- paragraph: Juries at the Seine Assizes and in other places have petitioned the President to maintain the law and continue capital punishment for murder.: [161, 1148, 297, 1200]
- paragraph: Continuing, Cr Temple said he approached the matter with a certain amount of diffidence, and he offered no apology for bringing his motion forward. He believed that there was not a Councillor present who would not be glad of the opportunity to remedy the injustice that the previous resolution had done to the officers. When the Council passed the last resolution they had no idea that it would be telegraphed broadcast all over the colony. All he asked now was that the matter should be considered in the spirit of British fair play. He considered that not a single charge had been made against the Town Clerk. Mr Brown had piloted the Council for over thirty years, and not one member of the Council could honestly say that he had been unfaithful in his duty. That was what the Council's motion said, however. He contended that before the motion was carried the officers should have been interviewed. The speaker then proceeded to deal with the question of two years' leave of absence to Mr Brown, but the Mayor prevented him.: [449, 472, 585, 772]
- column-rule: [301, 40, 302, 1730]
- paragraph: WELLINGTON, September 17. At the annual meeting of the Wellington Industrial Association, held to-night, Mr J. P. Luke, speaking to the motion for the adoption of the report, expressed appreciation of the Government's action regarding the new tariff. He believed that the tariff was not altogether in keeping with the desires of some of the members of the Association, as it did not go as far as they desired, but he considered that the new tariff would considerably improve the position of the colony's industries.: [737, 1093, 873, 1238]
- deck-line: MATTER AGAIN BEFORE THE COUNCIL.: [458, 80, 576, 101]
- paragraph: BERLIN, September 17. A German destroyer, built at Krupp's yards, Kiel, attained a speed of 33.9 knots. This destroyer is the fastest afloat.: [305, 1166, 441, 1208]
- paragraph: Amongst lines mentioned is one with the New Zealand Insurance Company to the amount of £4,710.: [161, 620, 297, 652]
